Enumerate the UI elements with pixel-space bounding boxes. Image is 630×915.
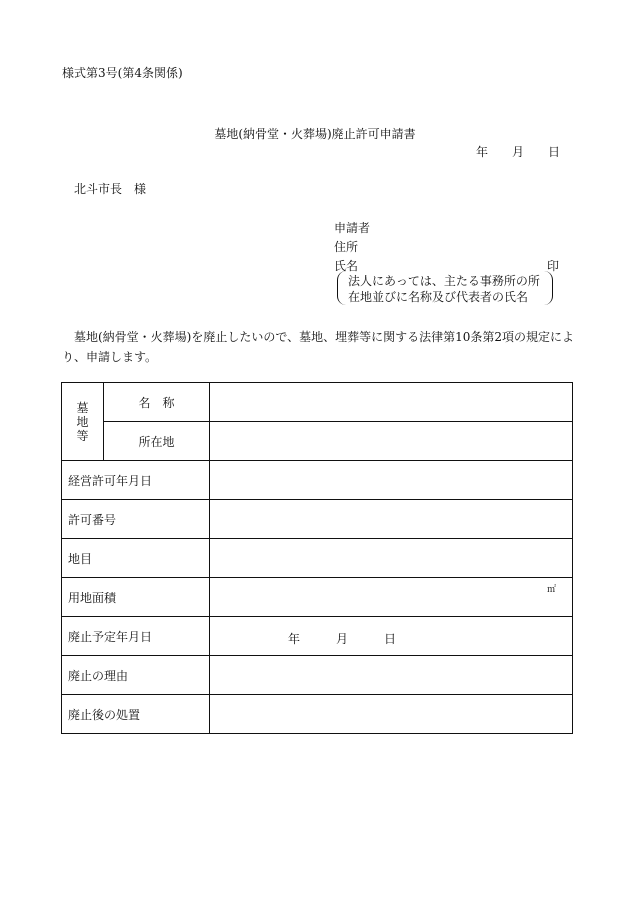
seal-mark: 印 (546, 259, 559, 273)
land-category-label: 地目 (62, 539, 210, 578)
abolish-month: 月 (336, 632, 349, 646)
table-row (62, 422, 573, 461)
date-year: 年 (476, 145, 489, 159)
abolish-date-label: 廃止予定年月日 (62, 617, 210, 656)
addressee: 北斗市長 様 (74, 182, 147, 196)
corporate-note (337, 271, 553, 305)
post-abolish-measures-field[interactable] (210, 695, 573, 734)
cemetery-name-label: 名 称 (104, 383, 210, 422)
date-month: 月 (512, 145, 525, 159)
permit-date-label: 経営許可年月日 (62, 461, 210, 500)
cemetery-location-label: 所在地 (104, 422, 210, 461)
table-row (62, 617, 573, 656)
abolish-reason-field[interactable] (210, 656, 573, 695)
cemetery-name-field[interactable] (210, 383, 573, 422)
table-row (62, 383, 573, 422)
land-category-field[interactable] (210, 539, 573, 578)
permit-number-label: 許可番号 (62, 500, 210, 539)
table-row (62, 695, 573, 734)
name-label: 氏名 (334, 259, 359, 273)
abolish-reason-label: 廃止の理由 (62, 656, 210, 695)
application-statement: 墓地(納骨堂・火葬場)を廃止したいので、墓地、埋葬等に関する法律第10条第2項の規定により、申請します。 (62, 330, 575, 364)
cemetery-location-field[interactable] (210, 422, 573, 461)
permit-date-field[interactable] (210, 461, 573, 500)
applicant-label: 申請者 (334, 221, 371, 235)
area-unit: ㎡ (546, 585, 556, 595)
abolish-year: 年 (288, 632, 301, 646)
abolish-date-field[interactable] (210, 617, 573, 656)
form-number: 様式第3号(第4条関係) (62, 66, 183, 80)
post-abolish-measures-label: 廃止後の処置 (62, 695, 210, 734)
table-row (62, 500, 573, 539)
table-row (62, 461, 573, 500)
table-row (62, 578, 573, 617)
corporate-note-line-1: 法人にあっては、主たる事務所の所 (348, 274, 540, 288)
submission-date (476, 146, 560, 158)
land-area-field[interactable] (210, 578, 573, 617)
address-label: 住所 (334, 240, 359, 254)
corporate-note-line-2: 在地並びに名称及び代表者の氏名 (348, 290, 529, 304)
abolish-day: 日 (384, 632, 397, 646)
date-day: 日 (548, 145, 561, 159)
application-table (61, 382, 573, 734)
land-area-label: 用地面積 (62, 578, 210, 617)
permit-number-field[interactable] (210, 500, 573, 539)
table-row (62, 656, 573, 695)
document-title: 墓地(納骨堂・火葬場)廃止許可申請書 (214, 127, 416, 141)
table-row (62, 539, 573, 578)
cemetery-group-label: 墓地等 (62, 383, 104, 461)
